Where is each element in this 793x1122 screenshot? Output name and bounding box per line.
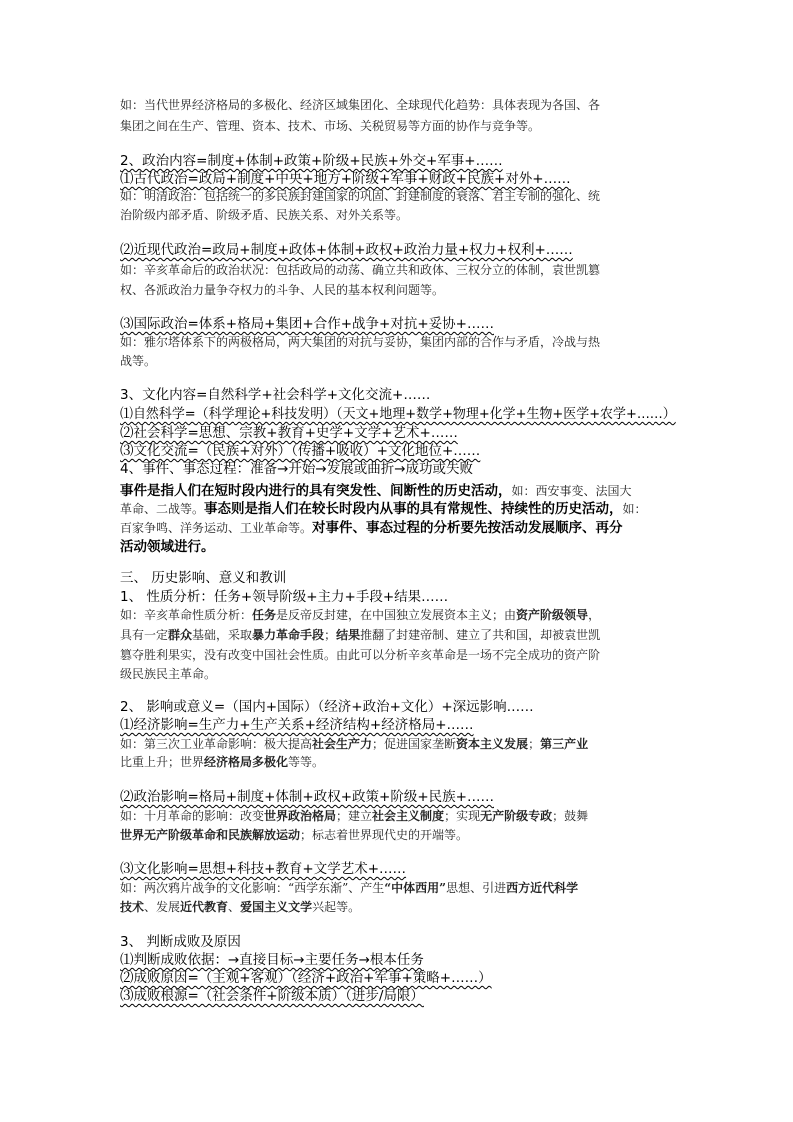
keyword: “中体西用” [384,881,447,895]
subheading-judgment-basis: ⑴判断成败依据：→直接目标→主要任务→根本任务 [120,952,424,968]
example-text-line: 级民族民主革命。 [120,667,217,681]
keyword: 任务 [252,608,277,622]
keyword: 西方近代科学 [506,881,579,895]
subheading-root-causes: ⑶成败根源=（社会条件+阶级本质）（进步/局限） [120,988,424,1004]
keyword: 世界政治格局 [264,809,337,823]
example-text: 如：第三次工业革命影响：极大提高 [120,737,313,751]
example-text: ， [588,608,601,622]
example-text: 等等。 [288,755,325,769]
section-heading-politics: 2、政治内容=制度+体制+政策+阶级+民族+外交+军事+…… [120,153,503,169]
keyword: 技术 [120,900,145,914]
example-text-line [120,827,468,844]
keyword: 无产阶级专政 [480,809,553,823]
section-heading-nature-analysis: 1、 性质分析：任务+领导阶级+主力+手段+结果…… [120,589,449,605]
example-text: 如：西安事变、法国大 [511,484,632,498]
example-text: 推翻了封建帝制、建立了共和国，却被袁世凯 [360,628,601,642]
example-text: 如：十月革命的影响：改变 [120,809,265,823]
section-heading-culture: 3、文化内容=自然科学+社会科学+文化交流+…… [120,387,431,403]
example-text: 具有一定 [120,628,169,642]
example-text-line: 篡夺胜利果实，没有改变中国社会性质。由此可以分析辛亥革命是一场不完全成功的资产阶 [120,648,601,662]
example-text: ；建立 [336,809,373,823]
example-text-line [120,607,600,624]
subheading-modern-politics: ⑵近现代政治=政局+制度+政体+体制+政权+政治力量+权力+权利+…… [120,242,573,258]
subheading-cultural-impact: ⑶文化影响=思想+科技+教育+文学艺术+…… [120,861,407,877]
example-text: ；鼓舞 [552,809,589,823]
subheading-ancient-politics: ⑴古代政治=政局+制度+中央+地方+阶级+军事+财政+民族+对外+…… [120,171,571,187]
subheading-political-impact: ⑵政治影响=格局+制度+体制+政权+政策+阶级+民族+…… [120,789,494,805]
keyword: 第三产业 [540,737,589,751]
example-text: 百家争鸣、洋务运动、工业革命等。 [120,521,313,535]
example-text-line [120,754,324,771]
subheading-international-politics: ⑶国际政治=体系+格局+集团+合作+战争+对抗+妥协+…… [120,316,494,332]
example-text-line: 如：明清政治：包括统一的多民族封建国家的巩固、封建制度的衰落、君主专制的强化、统 [120,189,601,203]
example-text-line: 集团之间在生产、管理、资本、技术、市场、关税贸易等方面的协作与竞争等。 [120,119,541,133]
example-text: ；促进国家垄断 [372,737,457,751]
keyword: 近代教育 [180,900,229,914]
subheading-economic-impact: ⑴经济影响=生产力+生产关系+经济结构+经济格局+…… [120,717,474,733]
example-text-line: 如：雅尔塔体系下的两极格局，两大集团的对抗与妥协，集团内部的合作与矛盾，冷战与热 [120,335,601,349]
example-text-line [120,627,600,644]
example-text-line [120,899,360,916]
example-text: ； [528,737,541,751]
example-text-line [120,808,588,825]
example-text-line: 战等。 [120,354,157,368]
example-text: 如：两次鸦片战争的文化影响：“西学东渐”、产生 [120,881,385,895]
example-text: ；标志着世界现代史的开端等。 [300,828,469,842]
section-heading-impact: 2、 影响或意义=（国内+国际）（经济+政治+文化）+深远影响…… [120,699,534,715]
keyword: 社会生产力 [312,737,373,751]
subheading-natural-science: ⑴自然科学=（科学理论+科技发明）（天文+地理+数学+物理+化学+生物+医学+农学+……） [120,406,676,422]
example-text-line: 如：辛亥革命后的政治状况：包括政局的动荡、确立共和政体、三权分立的体制，袁世凯篡 [120,263,601,277]
bold-definition: 对事件、事态过程的分析要先按活动发展顺序、再分 [312,520,623,536]
bold-definition: 事态则是指人们在较长时段内从事的具有常规性、持续性的历史活动， [204,501,623,517]
part-heading-historical-impact: 三、 历史影响、意义和教训 [120,570,287,586]
subheading-cultural-exchange: ⑶文化交流=（民族+对外）（传播+吸收）+文化地位+…… [120,443,481,459]
keyword: 资产阶级领导 [516,608,589,622]
bold-definition: 事件是指人们在短时段内进行的具有突发性、间断性的历史活动， [120,483,512,499]
example-text: 如：辛亥革命性质分析： [120,608,253,622]
example-text-line: 治阶级内部矛盾、阶级矛盾、民族关系、对外关系等。 [120,208,409,222]
example-text: 比重上升；世界 [120,755,205,769]
example-text: 兴起等。 [312,900,361,914]
example-text: 、发展 [144,900,181,914]
example-text: 是反帝反封建，在中国独立发展资本主义；由 [276,608,517,622]
example-text: 如： [622,502,647,516]
keyword: 社会主义制度 [372,809,445,823]
mixed-text-line [120,516,623,537]
example-text-line [120,736,588,753]
example-text: 、 [228,900,241,914]
section-heading-success-failure: 3、 判断成败及原因 [120,934,241,950]
subheading-causes: ⑵成败原因=（主观+客观）（经济+政治+军事+策略+……） [120,970,492,986]
example-text-line: 权、各派政治力量争夺权力的斗争、人民的基本权利问题等。 [120,283,445,297]
subheading-social-science: ⑵社会科学=思想、宗教+教育+史学+文学+艺术+…… [120,425,458,441]
mixed-text-line [120,497,647,518]
bold-definition-line: 活动领域进行。 [120,539,215,555]
example-text: 革命、二战等。 [120,502,205,516]
example-text: 基础，采取 [192,628,253,642]
keyword: 爱国主义文学 [240,900,313,914]
example-text-line [120,880,578,897]
example-text: ；实现 [444,809,481,823]
keyword: 暴力革命手段 [252,628,325,642]
section-heading-events: 4、事件、事态过程：准备→开始→发展或曲折→成功或失败 [120,461,474,477]
example-text: ； [324,628,337,642]
example-text: 思想、引进 [446,881,507,895]
keyword: 结果 [336,628,361,642]
keyword: 世界无产阶级革命和民族解放运动 [120,828,301,842]
example-text-line: 如：当代世界经济格局的多极化、经济区域集团化、全球现代化趋势：具体表现为各国、各 [120,98,601,112]
keyword: 经济格局多极化 [204,755,289,769]
keyword: 资本主义发展 [456,737,529,751]
keyword: 群众 [168,628,193,642]
